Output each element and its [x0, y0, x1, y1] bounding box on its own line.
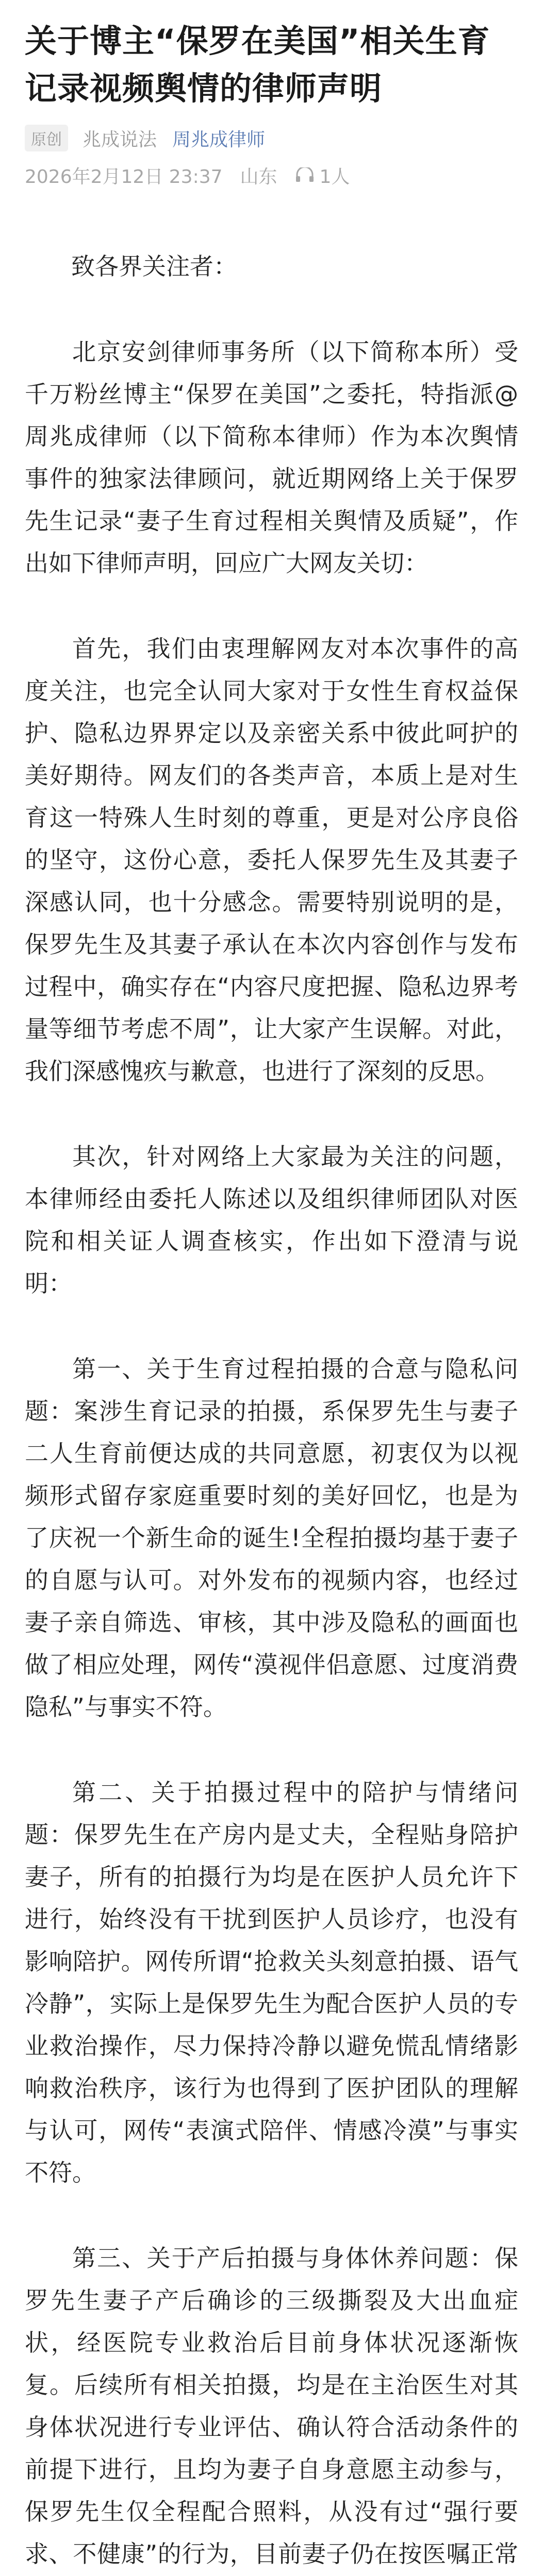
article-body	[25, 245, 518, 2576]
original-badge: 原创	[25, 125, 68, 151]
listen-count: 1人	[319, 166, 350, 188]
paragraph-second: 其次，针对网络上大家最为关注的问题，本律师经由委托人陈述以及组织律师团队对医院和相关证人调查核实，作出如下澄清与说明：	[25, 1143, 518, 1297]
listen-button[interactable]	[295, 162, 350, 189]
paragraph-point-2: 第二、关于拍摄过程中的陪护与情绪问题：保罗先生在产房内是丈夫，全程贴身陪护妻子，所有的拍摄行为均是在医护人员允许下进行，始终没有干扰到医护人员诊疗，也没有影响陪护。网传所谓“抢救关头刻意拍摄、语气冷静”，实际上是保罗先生为配合医护人员的专业救治操作，尽力保持冷静以避免慌乱情绪影响救治秩序，该行为也得到了医护团队的理解与认可，网传“表演式陪伴、情感冷漠”与事实不符。	[25, 1778, 518, 2187]
article-title: 关于博主“保罗在美国”相关生育记录视频舆情的律师声明	[25, 22, 490, 107]
author-link[interactable]: 周兆成律师	[172, 129, 266, 150]
publish-location: 山东	[240, 166, 277, 188]
paragraph-point-3: 第三、关于产后拍摄与身体休养问题：保罗先生妻子产后确诊的三级撕裂及大出血症状，经医院专业救治后目前身体状况逐渐恢复。后续所有相关拍摄，均是在主治医生对其身体状况进行专业评估、确认符合活动条件的前提下进行，且均为妻子自身意愿主动参与，保罗先生仅全程配合照料，从没有过“强行要求、不健康”的行为，目前妻子仍在按医嘱正常	[25, 2244, 518, 2568]
greeting: 致各界关注者：	[71, 252, 237, 280]
paragraph-point-1: 第一、关于生育过程拍摄的合意与隐私问题：案涉生育记录的拍摄，系保罗先生与妻子二人生育前便达成的共同意愿，初衷仅为以视频形式留存家庭重要时刻的美好回忆，也是为了庆祝一个新生命的诞生!全程拍摄均基于妻子的自愿与认可。对外发布的视频内容，也经过妻子亲自筛选、审核，其中涉及隐私的画面也做了相应处理，网传“漠视伴侣意愿、过度消费隐私”与事实不符。	[25, 1355, 518, 1721]
paragraph-first: 首先，我们由衷理解网友对本次事件的高度关注，也完全认同大家对于女性生育权益保护、隐私边界界定以及亲密关系中彼此呵护的美好期待。网友们的各类声音，本质上是对生育这一特殊人生时刻的尊重，更是对公序良俗的坚守，这份心意，委托人保罗先生及其妻子深感认同，也十分感念。需要特别说明的是，保罗先生及其妻子承认在本次内容创作与发布过程中，确实存在“内容尺度把握、隐私边界考量等细节考虑不周”，让大家产生误解。对此，我们深感愧疚与歉意，也进行了深刻的反思。	[25, 635, 518, 1085]
info-row	[25, 162, 518, 189]
listen-icon	[295, 167, 315, 183]
publish-datetime: 2026年2月12日 23:37	[25, 166, 223, 188]
paragraph-intro: 北京安剑律师事务所（以下简称本所）受千万粉丝博主“保罗在美国”之委托，特指派@周兆成律师（以下简称本律师）作为本次舆情事件的独家法律顾问，就近期网络上关于保罗先生记录“妻子生育过程相关舆情及质疑”，作出如下律师声明，回应广大网友关切：	[25, 338, 518, 577]
account-name[interactable]: 兆成说法	[83, 129, 157, 150]
meta-row	[25, 124, 518, 152]
